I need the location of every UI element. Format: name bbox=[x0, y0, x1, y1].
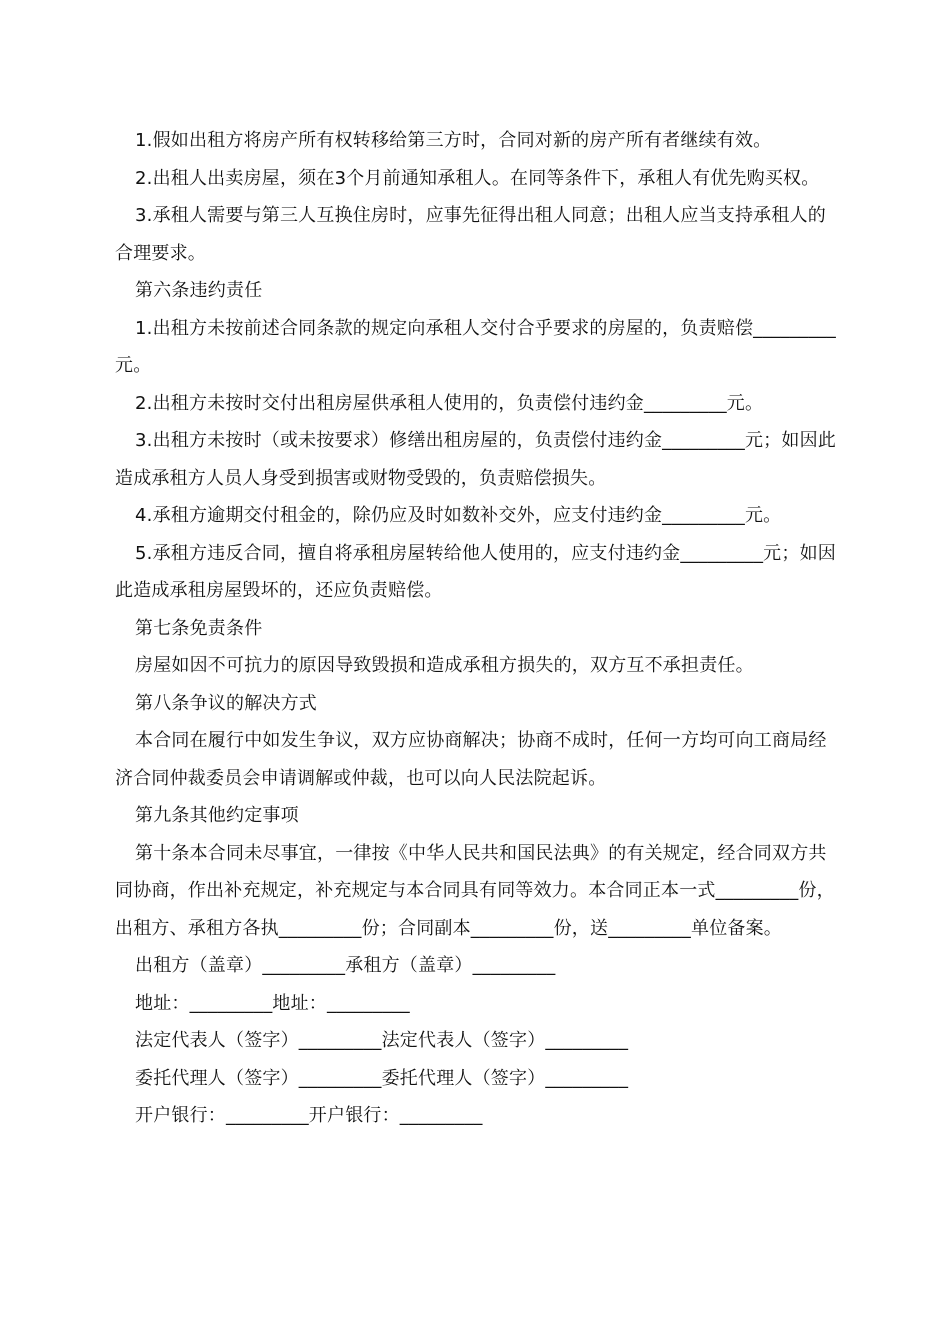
paragraph: 第十条本合同未尽事宜，一律按《中华人民共和国民法典》的有关规定，经合同双方共同协商，作出补充规定，补充规定与本合同具有同等效力。本合同正本一式_________份，出租方、承租方各执_________份；合同副本_________份，送_________单位备案。 bbox=[115, 842, 835, 939]
document-body bbox=[115, 122, 840, 1135]
paragraph: 2.出租人出卖房屋，须在3个月前通知承租人。在同等条件下，承租人有优先购买权。 bbox=[135, 167, 820, 189]
paragraph: 3.承租人需要与第三人互换住房时，应事先征得出租人同意；出租人应当支持承租人的合理要求。 bbox=[115, 205, 826, 264]
paragraph: 4.承租方逾期交付租金的，除仍应及时如数补交外，应支付违约金_________元。 bbox=[135, 505, 782, 526]
paragraph: 本合同在履行中如发生争议，双方应协商解决；协商不成时，任何一方均可向工商局经济合同仲裁委员会申请调解或仲裁，也可以向人民法院起诉。 bbox=[115, 730, 827, 789]
paragraph: 1.假如出租方将房产所有权转移给第三方时，合同对新的房产所有者继续有效。 bbox=[135, 130, 772, 151]
section-heading: 第六条违约责任 bbox=[135, 280, 263, 301]
section-heading: 第七条免责条件 bbox=[135, 617, 263, 639]
section-heading: 第九条其他约定事项 bbox=[135, 805, 299, 826]
signature-line-legal-rep: 法定代表人（签字）_________法定代表人（签字）_________ bbox=[135, 1030, 629, 1051]
signature-line-seal: 出租方（盖章）_________承租方（盖章）_________ bbox=[135, 955, 556, 976]
paragraph: 3.出租方未按时（或未按要求）修缮出租房屋的，负责偿付违约金_________元；如因此造成承租方人员人身受到损害或财物受毁的，负责赔偿损失。 bbox=[115, 430, 836, 489]
paragraph: 1.出租方未按前述合同条款的规定向承租人交付合乎要求的房屋的，负责赔偿_________元。 bbox=[115, 317, 836, 376]
paragraph: 5.承租方违反合同，擅自将承租房屋转给他人使用的，应支付违约金_________元；如因此造成承租房屋毁坏的，还应负责赔偿。 bbox=[115, 542, 836, 601]
signature-line-address: 地址：_________地址：_________ bbox=[135, 992, 410, 1014]
signature-line-agent: 委托代理人（签字）_________委托代理人（签字）_________ bbox=[135, 1067, 629, 1089]
signature-line-bank: 开户银行：_________开户银行：_________ bbox=[135, 1105, 483, 1126]
paragraph: 2.出租方未按时交付出租房屋供承租人使用的，负责偿付违约金_________元。 bbox=[135, 392, 764, 414]
section-heading: 第八条争议的解决方式 bbox=[135, 692, 317, 714]
paragraph: 房屋如因不可抗力的原因导致毁损和造成承租方损失的，双方互不承担责任。 bbox=[135, 655, 754, 676]
